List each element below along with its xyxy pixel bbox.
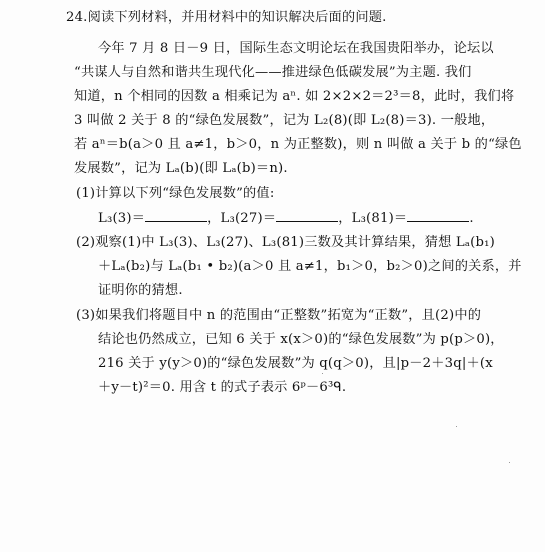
material-line-6: 发展数”，记为 Lₐ(b)(即 Lₐ(b)＝n). xyxy=(74,161,288,176)
question-heading xyxy=(66,9,387,26)
part3-line-1: (3)如果我们将题目中 n 的范围由“正整数”拓宽为“正数”，且(2)中的 xyxy=(76,308,482,323)
part2-line-2: ＋Lₐ(b₂)与 Lₐ(b₁ • b₂)(a＞0 且 a≠1，b₁＞0，b₂＞0)之间的关系，并 xyxy=(98,259,522,274)
part3-line-2: 结论也仍然成立，已知 6 关于 x(x＞0)的“绿色发展数”为 p(p＞0)， xyxy=(98,332,504,347)
scan-speck xyxy=(322,373,323,374)
material-line-1: 今年 7 月 8 日－9 日，国际生态文明论坛在我国贵阳举办，论坛以 xyxy=(98,41,494,56)
material-line-3: 知道，n 个相同的因数 a 相乘记为 aⁿ. 如 2×2×2＝2³＝8，此时，我们将 xyxy=(74,89,515,104)
scan-speck xyxy=(456,426,457,427)
material-line-4: 3 叫做 2 关于 8 的“绿色发展数”，记为 L₂(8)(即 L₂(8)＝3). 一般地， xyxy=(74,113,495,128)
scan-speck xyxy=(509,462,510,463)
blank-period: . xyxy=(469,211,474,226)
part3-line-4: ＋y－t)²＝0. 用含 t 的式子表示 6ᵖ－6³ᑫ. xyxy=(98,380,347,395)
part1-answer-line xyxy=(98,209,474,227)
part1-prompt: (1)计算以下列“绿色发展数”的值: xyxy=(76,186,275,201)
blank-label-l3-3: L₃(3)＝ xyxy=(98,211,146,226)
material-line-2: “共谋人与自然和谐共生现代化——推进绿色低碳发展”为主题. 我们 xyxy=(74,65,472,80)
part2-line-1: (2)观察(1)中 L₃(3)、L₃(27)、L₃(81)三数及其计算结果，猜想 Lₐ(b₁) xyxy=(76,235,495,250)
blank-label-l3-27: ，L₃(27)＝ xyxy=(207,211,277,226)
material-line-5: 若 aⁿ＝b(a＞0 且 a≠1，b＞0，n 为正整数)，则 n 叫做 a 关于 b 的“绿色 xyxy=(74,137,522,152)
answer-blank-l3-27[interactable] xyxy=(276,209,338,222)
question-title: 阅读下列材料，并用材料中的知识解决后面的问题. xyxy=(87,10,387,25)
answer-blank-l3-81[interactable] xyxy=(407,209,469,222)
blank-label-l3-81: ，L₃(81)＝ xyxy=(338,211,408,226)
question-number: 24. xyxy=(66,10,88,25)
answer-blank-l3-3[interactable] xyxy=(145,209,207,222)
part2-line-3: 证明你的猜想. xyxy=(98,283,183,298)
part3-line-3: 216 关于 y(y＞0)的“绿色发展数”为 q(q＞0)，且|p－2＋3q|＋(x xyxy=(98,356,493,371)
